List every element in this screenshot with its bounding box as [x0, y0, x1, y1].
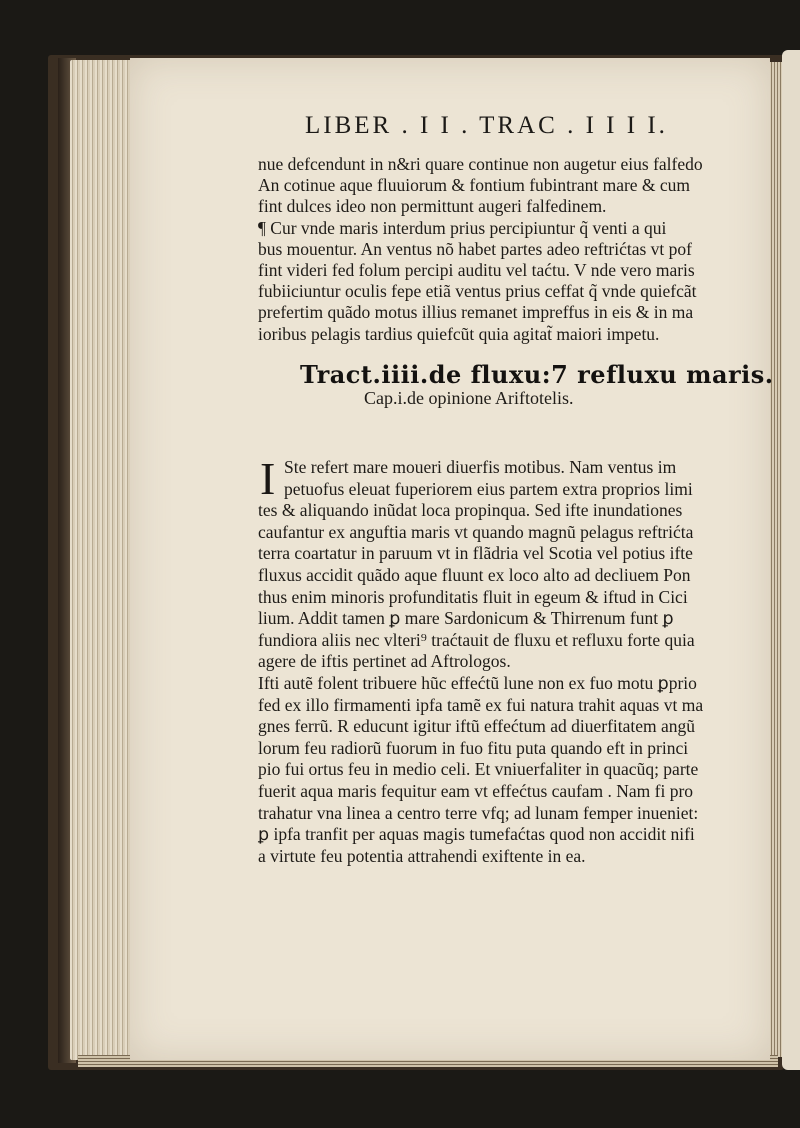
left-page-edges — [70, 60, 132, 1060]
text-line: caufantur ex anguftia maris vt quando magnũ pelagus reftrićta — [258, 521, 694, 542]
text-line: fint videri fed folum percipi auditu vel taćtu. V nde vero maris — [258, 260, 695, 281]
text-line: fluxus accidit quãdo aque fluunt ex loco alto ad decliuem Pon — [258, 564, 691, 585]
tract-title: Tract.iiii.de fluxu:7 refluxu maris. — [300, 360, 774, 389]
text-line: fint dulces ideo non permittunt augeri falfedinem. — [258, 196, 607, 217]
text-line: An cotinue aque fluuiorum & fontium fubintrant mare & cum — [258, 175, 691, 196]
chapter-text — [258, 453, 704, 867]
text-line: lorum feu radiorũ fuorum in fuo fitu puta quando eft in princi — [258, 737, 689, 758]
text-line: Ifti autẽ folent tribuere hũc effećtũ lune non ex fuo motu ꝑprio — [258, 672, 697, 693]
text-line: ꝑ ipfa tranfit per aquas magis tumefaćtas quod non accidit nifi — [258, 824, 695, 845]
text-line: thus enim minoris profunditatis fluit in egeum & iftud in Cici — [258, 586, 688, 607]
facing-page-edge — [782, 50, 800, 1070]
text-line: ¶ Cur vnde maris interdum prius percipiuntur q̃ venti a qui — [258, 217, 667, 238]
text-line: fubiiciuntur oculis fepe etiã ventus prius ceffat q̃ vnde quiefcãt — [258, 281, 697, 302]
text-line: a virtute feu potentia attrahendi exiftente in ea. — [258, 845, 586, 866]
text-line: fed ex illo firmamenti ipfa tamẽ ex fui natura trahit aquas vt ma — [258, 694, 704, 715]
text-line: ioribus pelagis tardius quiefcũt quia agitat̃ maiori impetu. — [258, 323, 660, 344]
text-line: trahatur vna linea a centro terre vfq; ad lunam femper inueniet: — [258, 802, 699, 823]
text-line: bus mouentur. An ventus nõ habet partes adeo reftrićtas vt pof — [258, 238, 692, 259]
text-line: agere de iftis pertinet ad Aftrologos. — [258, 651, 511, 672]
text-line: terra coartatur in paruum vt in flãdria vel Scotia vel potius ifte — [258, 543, 693, 564]
text-line: prefertim quãdo motus illius remanet impreffus in eis & in ma — [258, 302, 694, 323]
chapter-title: Cap.i.de opinione Ariftotelis. — [364, 388, 574, 408]
running-head: LIBER . I I . TRAC . I I I I. — [305, 112, 668, 139]
text-line: nue defcendunt in n&ri quare continue non augetur eius falfedo — [258, 154, 703, 174]
continued-text — [258, 154, 703, 345]
text-line: pio fui ortus feu in medio celi. Et vniuerfaliter in quacũq; parte — [258, 759, 699, 780]
text-line: petuofus eleuat fuperiorem eius partem extra proprios limi — [284, 478, 693, 499]
text-line: lium. Addit tamen ꝑ mare Sardonicum & Thirrenum funt ꝑ — [258, 608, 674, 629]
text-line: fundiora aliis nec vlteri⁹ traćtauit de fluxu et refluxu forte quia — [258, 629, 695, 650]
text-line: Ste refert mare moueri diuerfis motibus. Nam ventus im — [284, 457, 677, 477]
text-line: fuerit aqua maris fequitur eam vt effećtus caufam . Nam fi pro — [258, 780, 694, 801]
initial-letter: I — [260, 453, 276, 504]
text-line: tes & aliquando inũdat loca propinqua. Sed ifte inundationes — [258, 500, 683, 521]
text-line: gnes ferrũ. R educunt igitur iftũ effećtum ad diuerfitatem angũ — [258, 716, 696, 737]
